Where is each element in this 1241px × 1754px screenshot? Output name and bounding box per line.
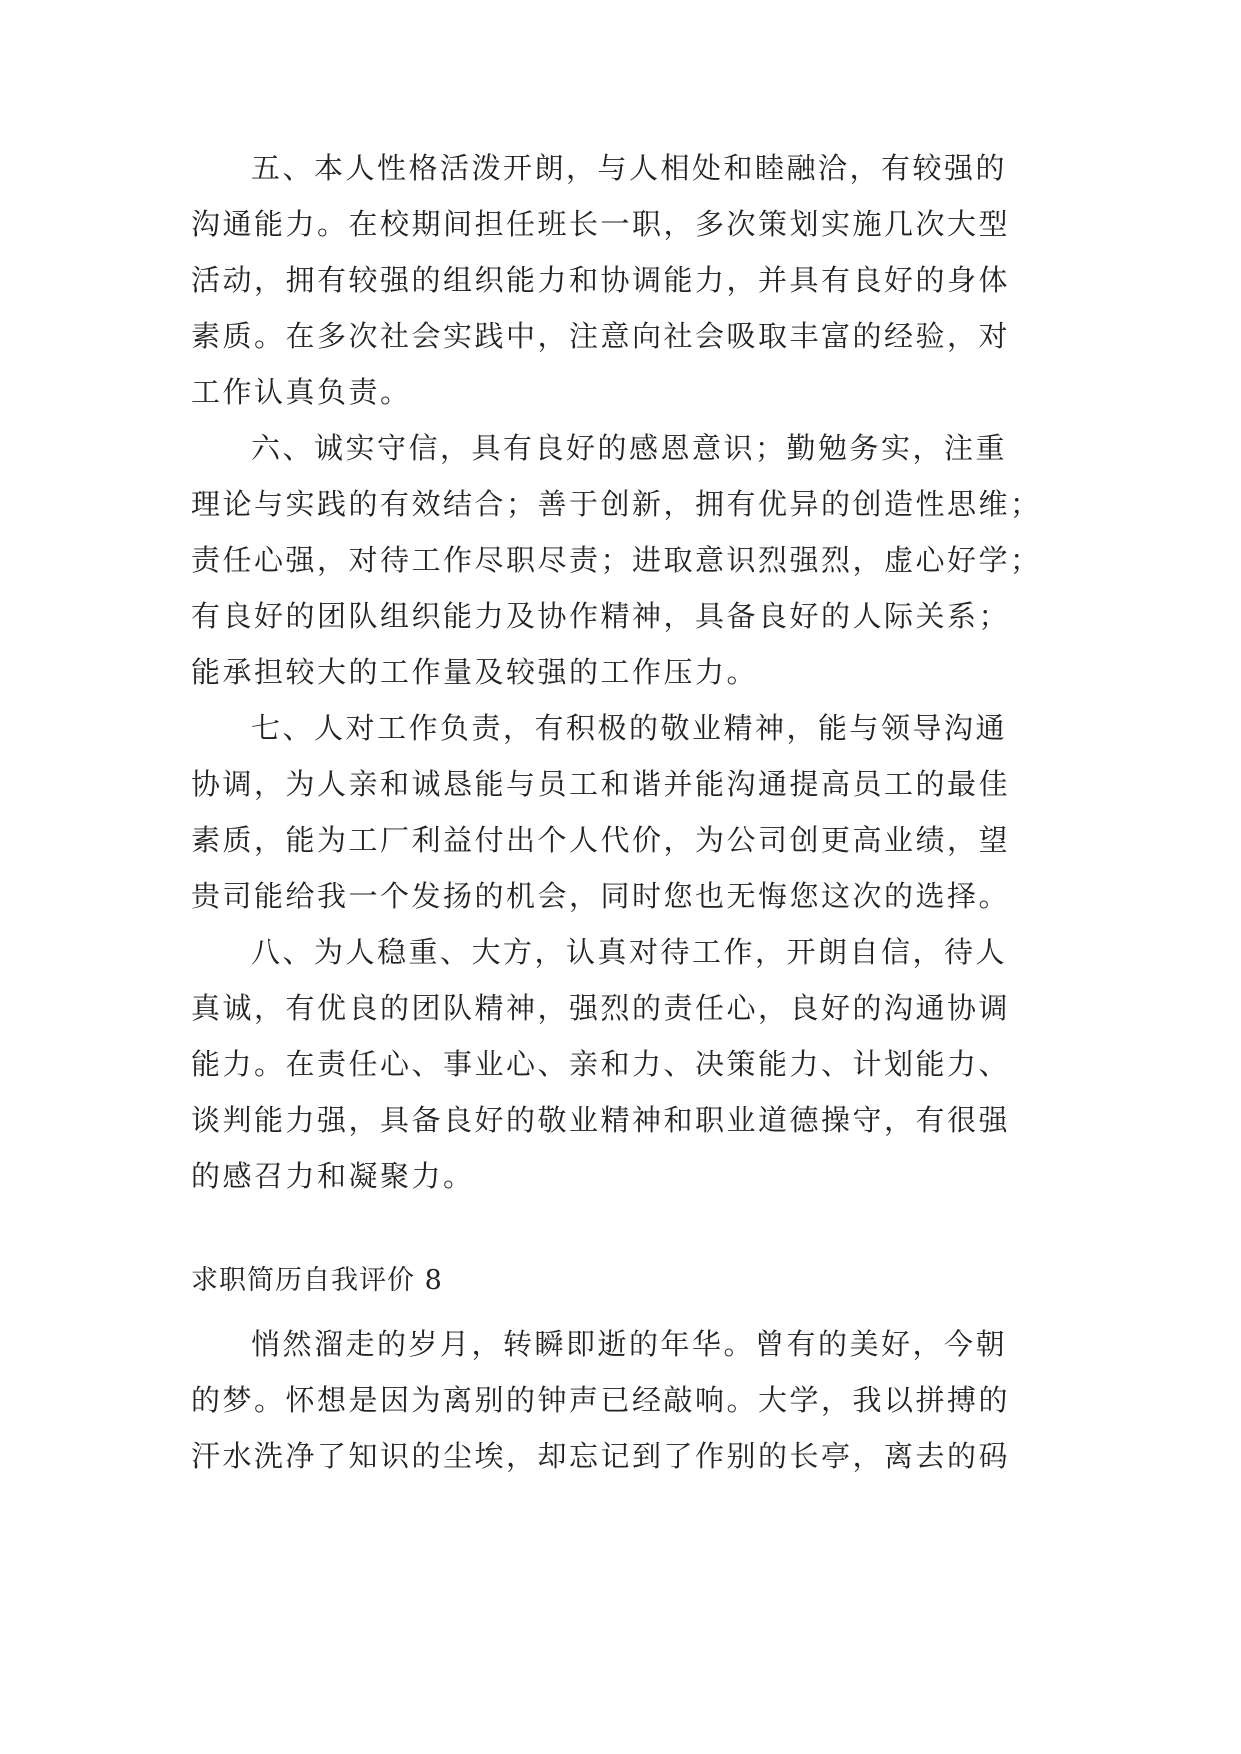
paragraph-6-line-4: 有良好的团队组织能力及协作精神，具备良好的人际关系；: [191, 599, 1011, 633]
paragraph-7-line-4: 贵司能给我一个发扬的机会，同时您也无悔您这次的选择。: [191, 879, 1011, 913]
paragraph-7-line-1: 七、人对工作负责，有积极的敬业精神，能与领导沟通: [251, 711, 1008, 745]
paragraph-5-line-1: 五、本人性格活泼开朗，与人相处和睦融洽，有较强的: [251, 151, 1008, 185]
paragraph-5-line-2: 沟通能力。在校期间担任班长一职，多次策划实施几次大型: [191, 207, 1011, 241]
paragraph-5-line-4: 素质。在多次社会实践中，注意向社会吸取丰富的经验，对: [191, 319, 1011, 353]
paragraph-6-line-5: 能承担较大的工作量及较强的工作压力。: [191, 655, 759, 689]
paragraph-8-line-5: 的感召力和凝聚力。: [191, 1159, 475, 1193]
final-paragraph-line-1: 悄然溜走的岁月，转瞬即逝的年华。曾有的美好，今朝: [251, 1327, 1008, 1361]
paragraph-6-line-3: 责任心强，对待工作尽职尽责；进取意识烈强烈，虚心好学；: [191, 543, 1042, 577]
paragraph-7-line-3: 素质，能为工厂利益付出个人代价，为公司创更高业绩，望: [191, 823, 1011, 857]
section-heading: 求职简历自我评价 8: [191, 1265, 443, 1296]
paragraph-6-line-2: 理论与实践的有效结合；善于创新，拥有优异的创造性思维；: [191, 487, 1042, 521]
final-paragraph-line-2: 的梦。怀想是因为离别的钟声已经敲响。大学，我以拼搏的: [191, 1383, 1011, 1417]
paragraph-8-line-2: 真诚，有优良的团队精神，强烈的责任心，良好的沟通协调: [191, 991, 1011, 1025]
paragraph-8-line-4: 谈判能力强，具备良好的敬业精神和职业道德操守，有很强: [191, 1103, 1011, 1137]
paragraph-7-line-2: 协调，为人亲和诚恳能与员工和谐并能沟通提高员工的最佳: [191, 767, 1011, 801]
paragraph-5-line-5: 工作认真负责。: [191, 375, 412, 409]
final-paragraph-line-3: 汗水洗净了知识的尘埃，却忘记到了作别的长亭，离去的码: [191, 1439, 1011, 1473]
paragraph-5-line-3: 活动，拥有较强的组织能力和协调能力，并具有良好的身体: [191, 263, 1011, 297]
paragraph-8-line-3: 能力。在责任心、事业心、亲和力、决策能力、计划能力、: [191, 1047, 1011, 1081]
paragraph-6-line-1: 六、诚实守信，具有良好的感恩意识；勤勉务实，注重: [251, 431, 1008, 465]
paragraph-8-line-1: 八、为人稳重、大方，认真对待工作，开朗自信，待人: [251, 935, 1008, 969]
